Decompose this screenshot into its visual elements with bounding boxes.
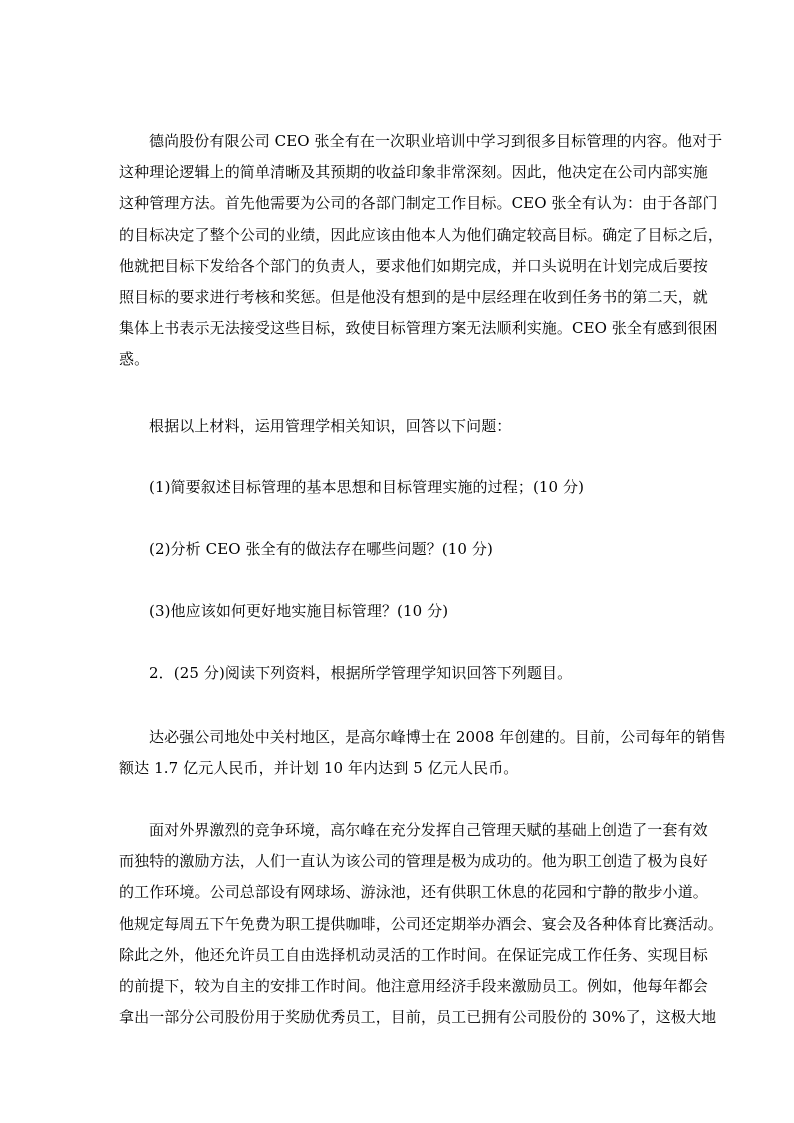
text-line: 这种管理方法。首先他需要为公司的各部门制定工作目标。CEO 张全有认为：由于各部门 — [119, 194, 718, 213]
text-line: 的前提下，较为自主的安排工作时间。他注意用经济手段来激励员工。例如，他每年都会 — [119, 977, 708, 996]
question-1: (1)简要叙述目标管理的基本思想和目标管理实施的过程；(10 分) — [149, 478, 585, 496]
text-line: 德尚股份有限公司 CEO 张全有在一次职业培训中学习到很多目标管理的内容。他对于 — [149, 132, 723, 150]
text-line: 他规定每周五下午免费为职工提供咖啡，公司还定期举办酒会、宴会及各种体育比赛活动。 — [119, 914, 724, 933]
text-line: 的目标决定了整个公司的业绩，因此应该由他本人为他们确定较高目标。确定了目标之后， — [119, 225, 724, 244]
text-line: 面对外界激烈的竞争环境，高尔峰在充分发挥自己管理天赋的基础上创造了一套有效 — [149, 821, 708, 839]
text-line: 照目标的要求进行考核和奖惩。但是他没有想到的是中层经理在收到任务书的第二天，就 — [119, 288, 708, 307]
text-line: 这种理论逻辑上的简单清晰及其预期的收益印象非常深刻。因此，他决定在公司内部实施 — [119, 163, 708, 182]
text-line: 达必强公司地处中关村地区，是高尔峰博士在 2008 年创建的。目前，公司每年的销售 — [149, 728, 726, 746]
text-line: 拿出一部分公司股份用于奖励优秀员工，目前，员工已拥有公司股份的 30%了，这极大地 — [119, 1008, 717, 1027]
text-line: 除此之外，他还允许员工自由选择机动灵活的工作时间。在保证完成工作任务、实现目标 — [119, 945, 708, 964]
case-paragraph-1 — [119, 126, 724, 376]
question-prompt: 根据以上材料，运用管理学相关知识，回答以下问题： — [149, 417, 512, 435]
text-line: 集体上书表示无法接受这些目标，致使目标管理方案无法顺利实施。CEO 张全有感到很困 — [119, 319, 718, 338]
question-2: (2)分析 CEO 张全有的做法存在哪些问题？(10 分) — [149, 540, 493, 558]
text-line: 的工作环境。公司总部设有网球场、游泳池，还有供职工休息的花园和宁静的散步小道。 — [119, 883, 708, 902]
case-paragraph-2b — [119, 815, 724, 1033]
section-2-heading: 2．(25 分)阅读下列资料，根据所学管理学知识回答下列题目。 — [149, 664, 573, 682]
text-line: 惑。 — [119, 350, 150, 369]
case-paragraph-2a — [119, 722, 726, 784]
question-3: (3)他应该如何更好地实施目标管理？(10 分) — [149, 602, 449, 620]
text-line: 额达 1.7 亿元人民币，并计划 10 年内达到 5 亿元人民币。 — [119, 759, 519, 778]
text-line: 他就把目标下发给各个部门的负责人，要求他们如期完成，并口头说明在计划完成后要按 — [119, 256, 708, 275]
text-line: 而独特的激励方法，人们一直认为该公司的管理是极为成功的。他为职工创造了极为良好 — [119, 852, 708, 871]
